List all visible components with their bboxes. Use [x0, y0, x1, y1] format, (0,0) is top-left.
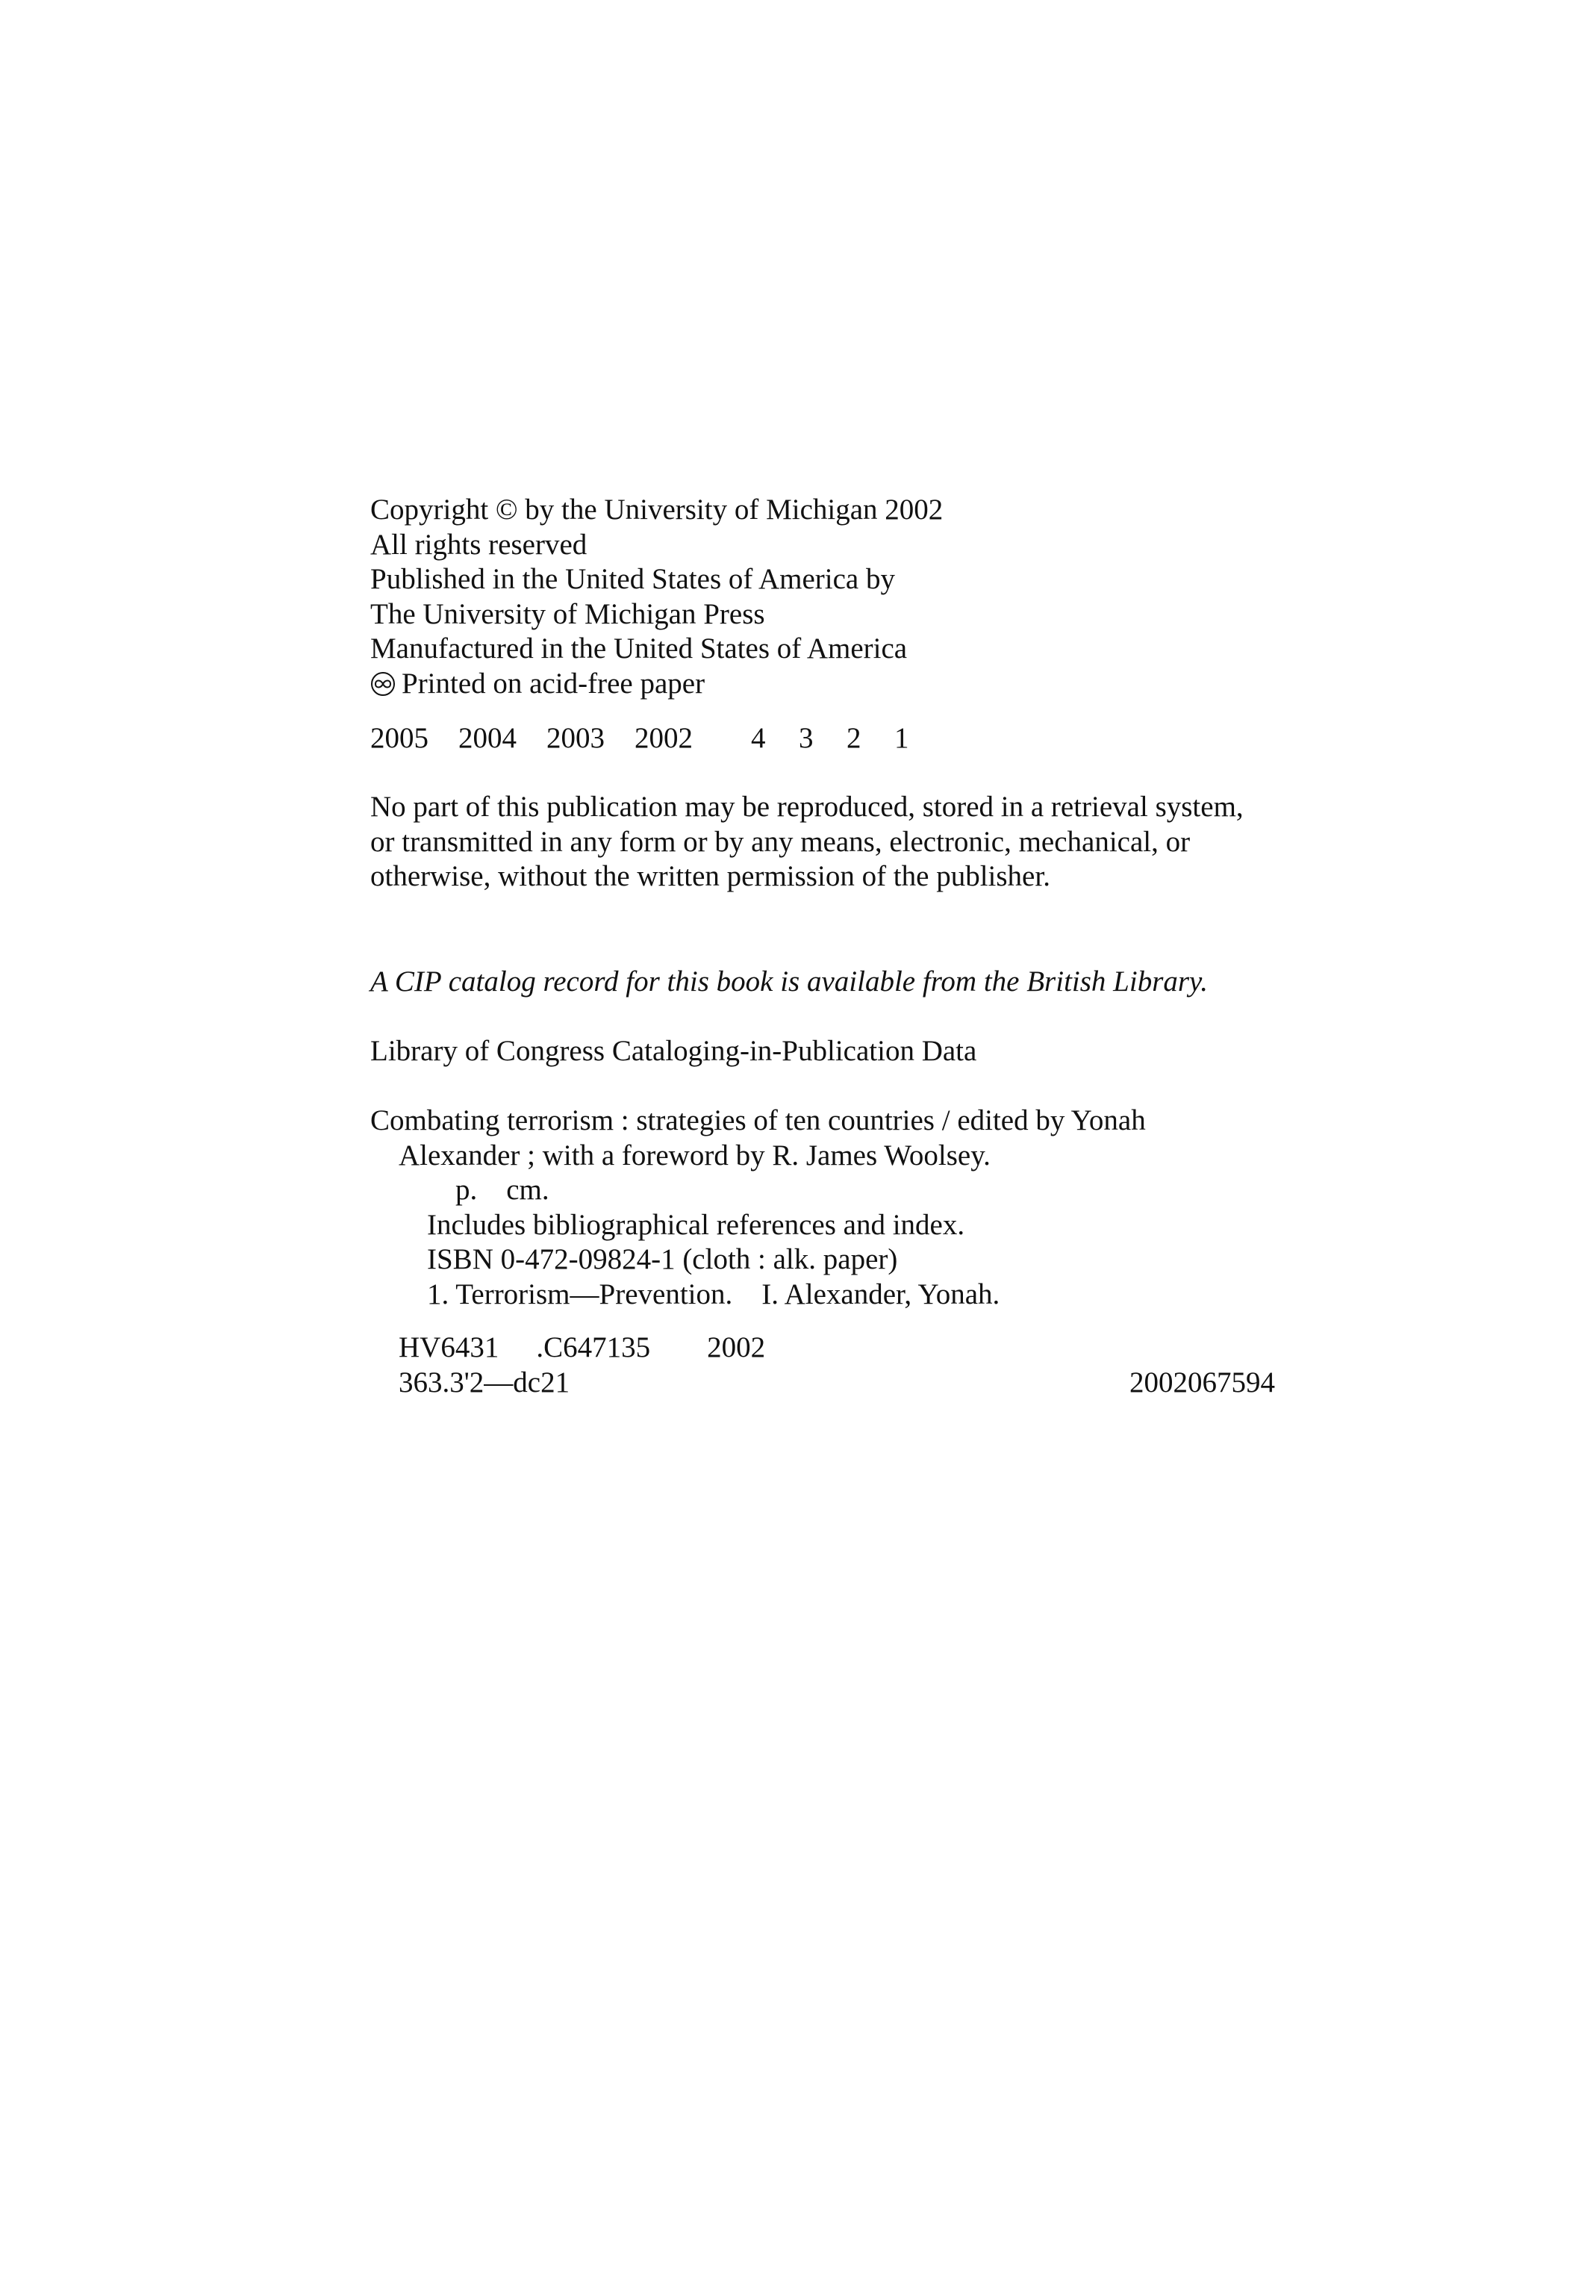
lccn: 2002067594: [1129, 1366, 1275, 1399]
acid-free-line: [370, 667, 1281, 702]
cip-note: A CIP catalog record for this book is available from the British Library.: [370, 965, 1208, 998]
catalog-title-continuation: Alexander ; with a foreword by R. James Woolsey.: [399, 1139, 991, 1172]
print-year: 2004: [458, 722, 517, 754]
lc-class: HV6431: [399, 1331, 499, 1363]
catalog-physical: p. cm.: [455, 1174, 549, 1206]
print-year: 2005: [370, 722, 428, 754]
catalog-isbn: ISBN 0-472-09824-1 (cloth : alk. paper): [427, 1243, 898, 1275]
published-line: Published in the United States of America by: [370, 563, 895, 595]
catalog-includes: Includes bibliographical references and index.: [427, 1208, 965, 1241]
print-year: 2002: [635, 722, 693, 754]
impression-number: 4: [751, 722, 766, 754]
catalog-subjects: 1. Terrorism—Prevention. I. Alexander, Yonah.: [427, 1278, 1000, 1310]
publisher-line: The University of Michigan Press: [370, 597, 765, 630]
catalog-title-line: Combating terrorism : strategies of ten countries / edited by Yonah: [370, 1104, 1146, 1136]
lc-cutter: .C647135: [536, 1331, 651, 1363]
loc-heading: Library of Congress Cataloging-in-Publication Data: [370, 1035, 977, 1067]
acid-free-text: Printed on acid-free paper: [402, 667, 705, 700]
impression-number: 2: [847, 722, 861, 754]
lc-year: 2002: [707, 1331, 766, 1363]
dewey-number: 363.3'2—dc21: [399, 1366, 570, 1399]
copyright-line: Copyright © by the University of Michigan 2002: [370, 494, 944, 526]
printing-history: [370, 721, 1281, 756]
manufactured-line: Manufactured in the United States of America: [370, 632, 908, 665]
infinity-circle-icon: [370, 671, 396, 697]
call-number-block: [370, 1331, 1281, 1400]
rights-line: All rights reserved: [370, 528, 587, 561]
print-year: 2003: [546, 722, 605, 754]
copyright-statement: [370, 493, 1281, 701]
reproduction-notice: No part of this publication may be reproduced, stored in a retrieval system, or transmitted in any form or by any means, electronic, mechanical, or otherwise, without the written permission of the publisher.: [370, 791, 1244, 892]
catalog-record: [370, 1104, 1281, 1312]
impression-number: 3: [799, 722, 814, 754]
impression-number: 1: [894, 722, 909, 754]
